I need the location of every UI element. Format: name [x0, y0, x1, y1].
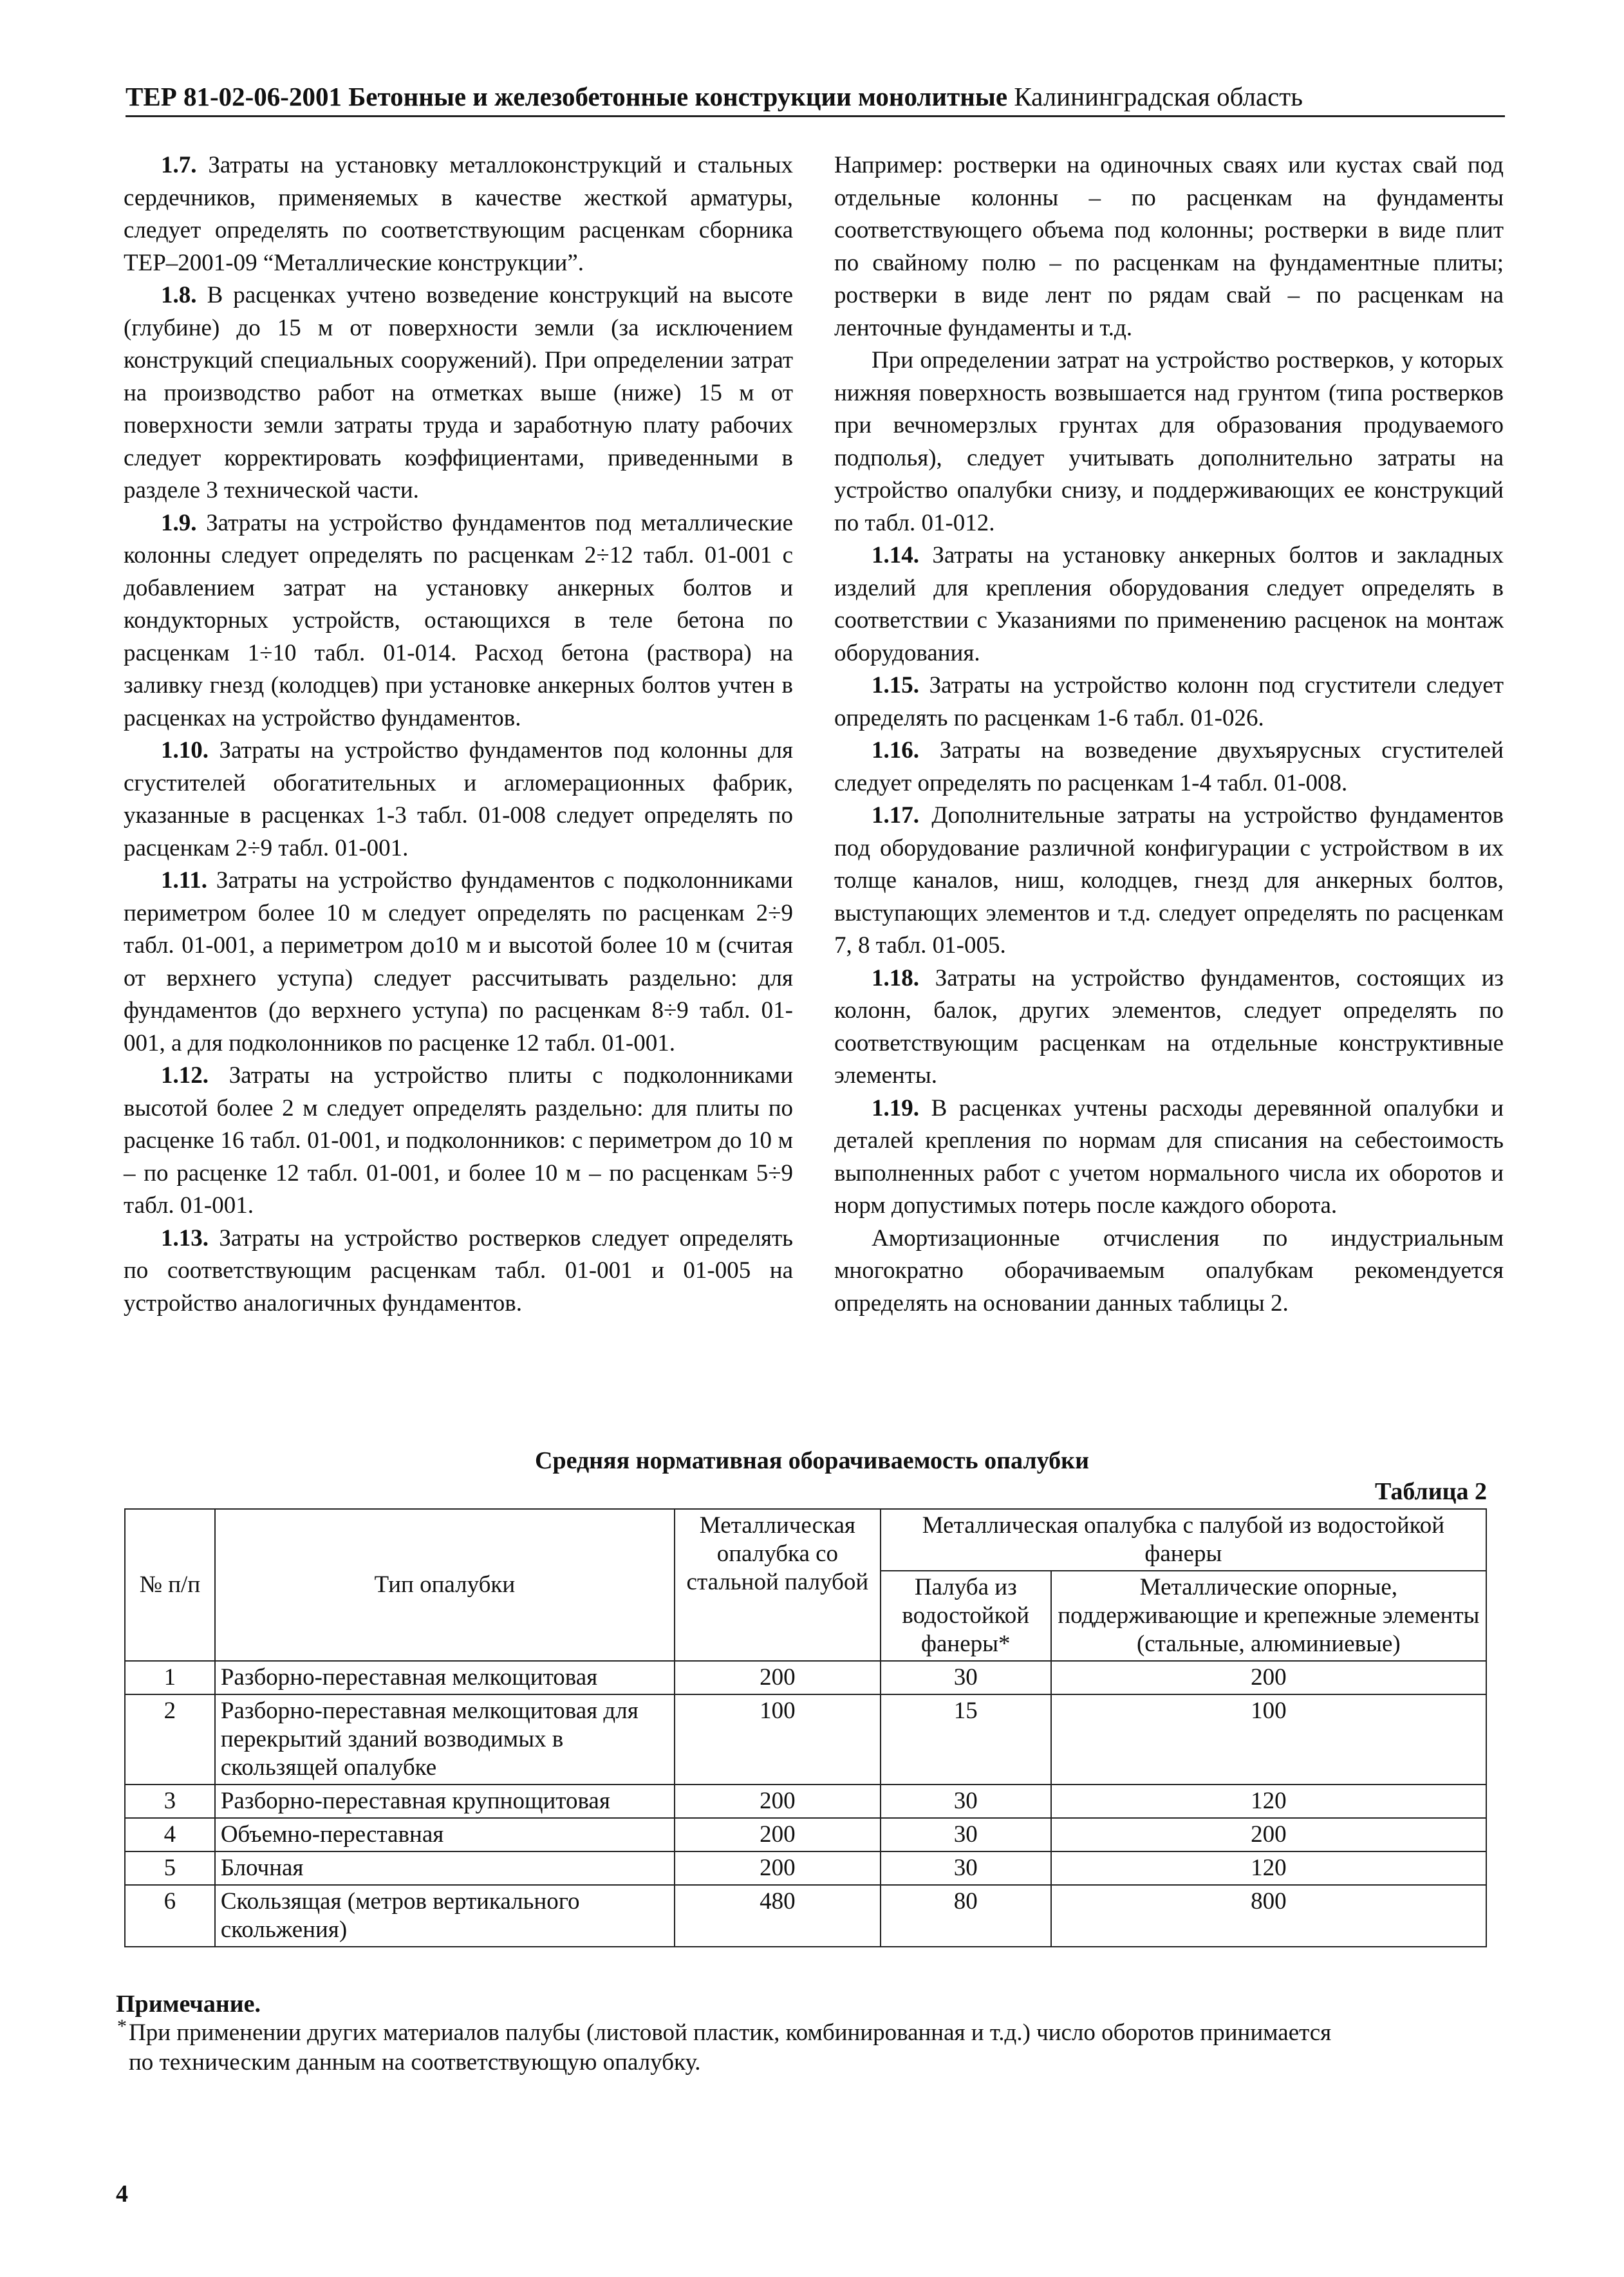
- header-title: Бетонные и железобетонные конструкции монолитные: [348, 82, 1008, 111]
- note-body: [117, 2016, 1352, 2077]
- paragraph: [834, 149, 1504, 344]
- paragraph-number: 1.13.: [161, 1224, 209, 1251]
- paragraph: [834, 1223, 1504, 1320]
- paragraph-number: 1.16.: [872, 737, 919, 764]
- table-row: [125, 1885, 1486, 1947]
- header-code: ТЕР 81-02-06-2001: [126, 82, 342, 111]
- paragraph: [124, 865, 793, 1060]
- header-metal-plywood-group: Металлическая опалубка с палубой из водостойкой фанеры: [881, 1509, 1486, 1571]
- cell-plywood: 80: [881, 1885, 1051, 1947]
- paragraph-number: 1.11.: [161, 867, 207, 894]
- paragraph-text: Затраты на устройство ростверков следует определять по соответствующим расценкам табл. 01-001 и 01-005 на устройство аналогичных фундаментов.: [124, 1224, 794, 1317]
- table-title: Средняя нормативная оборачиваемость опалубки: [535, 1447, 1089, 1474]
- page-number: 4: [116, 2180, 128, 2207]
- paragraph: [124, 507, 793, 735]
- cell-num: 2: [125, 1694, 215, 1785]
- paragraph: [124, 1223, 793, 1320]
- paragraph-text: Например: ростверки на одиночных сваях или кустах свай под отдельные колонны – по расценкам на фундаменты соответствующего объема под колонны; ростверки в виде плит по свайному полю – по расценкам на фундаментные плиты; ростверки в виде лент по рядам свай – по расценкам на ленточные фундаменты и т.д.: [834, 152, 1504, 341]
- cell-elements: 200: [1051, 1661, 1486, 1694]
- paragraph: [834, 962, 1504, 1092]
- table-label: Таблица 2: [1374, 1478, 1487, 1505]
- paragraph-number: 1.19.: [872, 1094, 919, 1121]
- table-row: [125, 1694, 1486, 1785]
- paragraph: [834, 539, 1504, 670]
- paragraph-number: 1.15.: [872, 672, 919, 698]
- right-column: [834, 149, 1504, 1320]
- paragraph: [834, 670, 1504, 735]
- paragraph: [834, 735, 1504, 800]
- paragraph-text: При определении затрат на устройство ростверков, у которых нижняя поверхность возвышается над грунтом (типа ростверков при вечномерзлых грунтах для образования продуваемого подполья), следует учитывать дополнительно затраты на устройство опалубки снизу, и поддерживающих ее конструкций по табл. 01-012.: [834, 347, 1504, 536]
- cell-type: Скользящая (метров вертикального скольжения): [215, 1885, 675, 1947]
- paragraph-text: Затраты на установку металлоконструкций и стальных сердечников, применяемых в качестве жесткой арматуры, следует определять по соответствующим расценкам сборника ТЕР–2001-09 “Металлические конструкции”.: [124, 152, 793, 276]
- paragraph-number: 1.18.: [872, 964, 919, 991]
- cell-num: 6: [125, 1885, 215, 1947]
- paragraph-number: 1.8.: [161, 282, 197, 308]
- paragraph-text: Затраты на устройство плиты с подколонниками высотой более 2 м следует определять раздельно: для плиты по расценке 16 табл. 01-001, и подколонников: с периметром до 10 м – по расценке 12 табл. 01-001, и более 10 м – по расценкам 5÷9 табл. 01-001.: [124, 1062, 793, 1219]
- header-metal-steel: Металлическая опалубка со стальной палубой: [675, 1509, 881, 1661]
- paragraph-text: Затраты на установку анкерных болтов и закладных изделий для крепления оборудования следует определять в соответствии с Указаниями по применению расценок на монтаж оборудования.: [834, 542, 1504, 666]
- cell-steel: 200: [675, 1851, 881, 1885]
- paragraph-text: Затраты на устройство фундаментов под колонны для сгустителей обогатительных и агломерационных фабрик, указанные в расценках 1-3 табл. 01-008 следует определять по расценкам 2÷9 табл. 01-001.: [124, 737, 793, 861]
- cell-steel: 100: [675, 1694, 881, 1785]
- paragraph: [834, 800, 1504, 962]
- table-row: [125, 1785, 1486, 1818]
- cell-plywood: 15: [881, 1694, 1051, 1785]
- cell-plywood: 30: [881, 1785, 1051, 1818]
- cell-elements: 200: [1051, 1818, 1486, 1851]
- cell-steel: 480: [675, 1885, 881, 1947]
- cell-num: 5: [125, 1851, 215, 1885]
- paragraph: [834, 344, 1504, 539]
- header-region: Калининградская область: [1014, 82, 1303, 111]
- left-column: [124, 149, 793, 1320]
- paragraph-text: Затраты на устройство колонн под сгустители следует определять по расценкам 1-6 табл. 01-026.: [834, 672, 1504, 731]
- formwork-table: [124, 1508, 1487, 1947]
- paragraph-number: 1.17.: [872, 802, 919, 829]
- cell-type: Блочная: [215, 1851, 675, 1885]
- cell-type: Разборно-переставная мелкощитовая: [215, 1661, 675, 1694]
- table-row: [125, 1851, 1486, 1885]
- paragraph: [124, 735, 793, 865]
- cell-steel: 200: [675, 1818, 881, 1851]
- header-plywood-deck: Палуба из водостойкой фанеры*: [881, 1571, 1051, 1661]
- cell-type: Разборно-переставная крупнощитовая: [215, 1785, 675, 1818]
- cell-elements: 800: [1051, 1885, 1486, 1947]
- paragraph-text: Дополнительные затраты на устройство фундаментов под оборудование различной конфигурации с устройством в их толще каналов, ниш, колодцев, гнезд для анкерных болтов, выступающих элементов и т.д. следует определять по расценкам 7, 8 табл. 01-005.: [834, 802, 1504, 959]
- cell-num: 1: [125, 1661, 215, 1694]
- paragraph-text: Затраты на устройство фундаментов с подколонниками периметром более 10 м следует определять по расценкам 2÷9 табл. 01-001, а периметром до10 м и высотой более 10 м (считая от верхнего уступа) следует рассчитывать раздельно: для фундаментов (до верхнего уступа) по расценкам 8÷9 табл. 01-001, а для подколонников по расценке 12 табл. 01-001.: [124, 867, 793, 1056]
- note-title: Примечание.: [116, 1991, 261, 2018]
- paragraph: [124, 279, 793, 507]
- cell-steel: 200: [675, 1661, 881, 1694]
- paragraph-number: 1.10.: [161, 737, 209, 764]
- paragraph-text: В расценках учтены расходы деревянной опалубки и деталей крепления по нормам для списания на себестоимость выполненных работ с учетом нормального числа их оборотов и норм допустимых потерь после каждого оборота.: [834, 1094, 1504, 1219]
- paragraph-number: 1.14.: [872, 542, 919, 568]
- cell-plywood: 30: [881, 1661, 1051, 1694]
- paragraph: [124, 1060, 793, 1223]
- cell-num: 3: [125, 1785, 215, 1818]
- header-metal-elements: Металлические опорные, поддерживающие и крепежные элементы (стальные, алюминиевые): [1051, 1571, 1486, 1661]
- cell-plywood: 30: [881, 1818, 1051, 1851]
- cell-plywood: 30: [881, 1851, 1051, 1885]
- header-type: Тип опалубки: [215, 1509, 675, 1661]
- paragraph-text: В расценках учтено возведение конструкций на высоте (глубине) до 15 м от поверхности земли (за исключением конструкций специальных сооружений). При определении затрат на производство работ на отметках выше (ниже) 15 м от поверхности земли затраты труда и заработную плату рабочих следует корректировать коэффициентами, приведенными в разделе 3 технической части.: [124, 282, 794, 503]
- cell-elements: 120: [1051, 1851, 1486, 1885]
- cell-elements: 100: [1051, 1694, 1486, 1785]
- paragraph-number: 1.9.: [161, 509, 197, 536]
- cell-type: Объемно-переставная: [215, 1818, 675, 1851]
- table-row: [125, 1661, 1486, 1694]
- paragraph-number: 1.12.: [161, 1062, 209, 1089]
- note-text: При применении других материалов палубы (листовой пластик, комбинированная и т.д.) число оборотов принимается по техническим данным на соответствующую опалубку.: [129, 2019, 1332, 2076]
- header-num: № п/п: [125, 1509, 215, 1661]
- paragraph-text: Затраты на устройство фундаментов под металлические колонны следует определять по расценкам 2÷12 табл. 01-001 с добавлением затрат на установку анкерных болтов и кондукторных устройств, остающихся в теле бетона по расценкам 1÷10 табл. 01-014. Расход бетона (раствора) на заливку гнезд (колодцев) при установке анкерных болтов учтен в расценках на устройство фундаментов.: [124, 509, 793, 731]
- paragraph: [124, 149, 793, 279]
- cell-steel: 200: [675, 1785, 881, 1818]
- cell-type: Разборно-переставная мелкощитовая для перекрытий зданий возводимых в скользящей опалубке: [215, 1694, 675, 1785]
- table-row: [125, 1818, 1486, 1851]
- paragraph-text: Затраты на устройство фундаментов, состоящих из колонн, балок, других элементов, следует определять по соответствующим расценкам на отдельные конструктивные элементы.: [834, 964, 1504, 1089]
- paragraph-number: 1.7.: [161, 152, 197, 178]
- cell-elements: 120: [1051, 1785, 1486, 1818]
- paragraph-text: Амортизационные отчисления по индустриальным многократно оборачиваемым опалубкам рекомендуется определять на основании данных таблицы 2.: [834, 1224, 1504, 1317]
- paragraph: [834, 1092, 1504, 1223]
- paragraph-text: Затраты на возведение двухъярусных сгустителей следует определять по расценкам 1-4 табл. 01-008.: [834, 737, 1504, 796]
- cell-num: 4: [125, 1818, 215, 1851]
- page-header: [126, 80, 1505, 117]
- note-star: *: [117, 2016, 127, 2037]
